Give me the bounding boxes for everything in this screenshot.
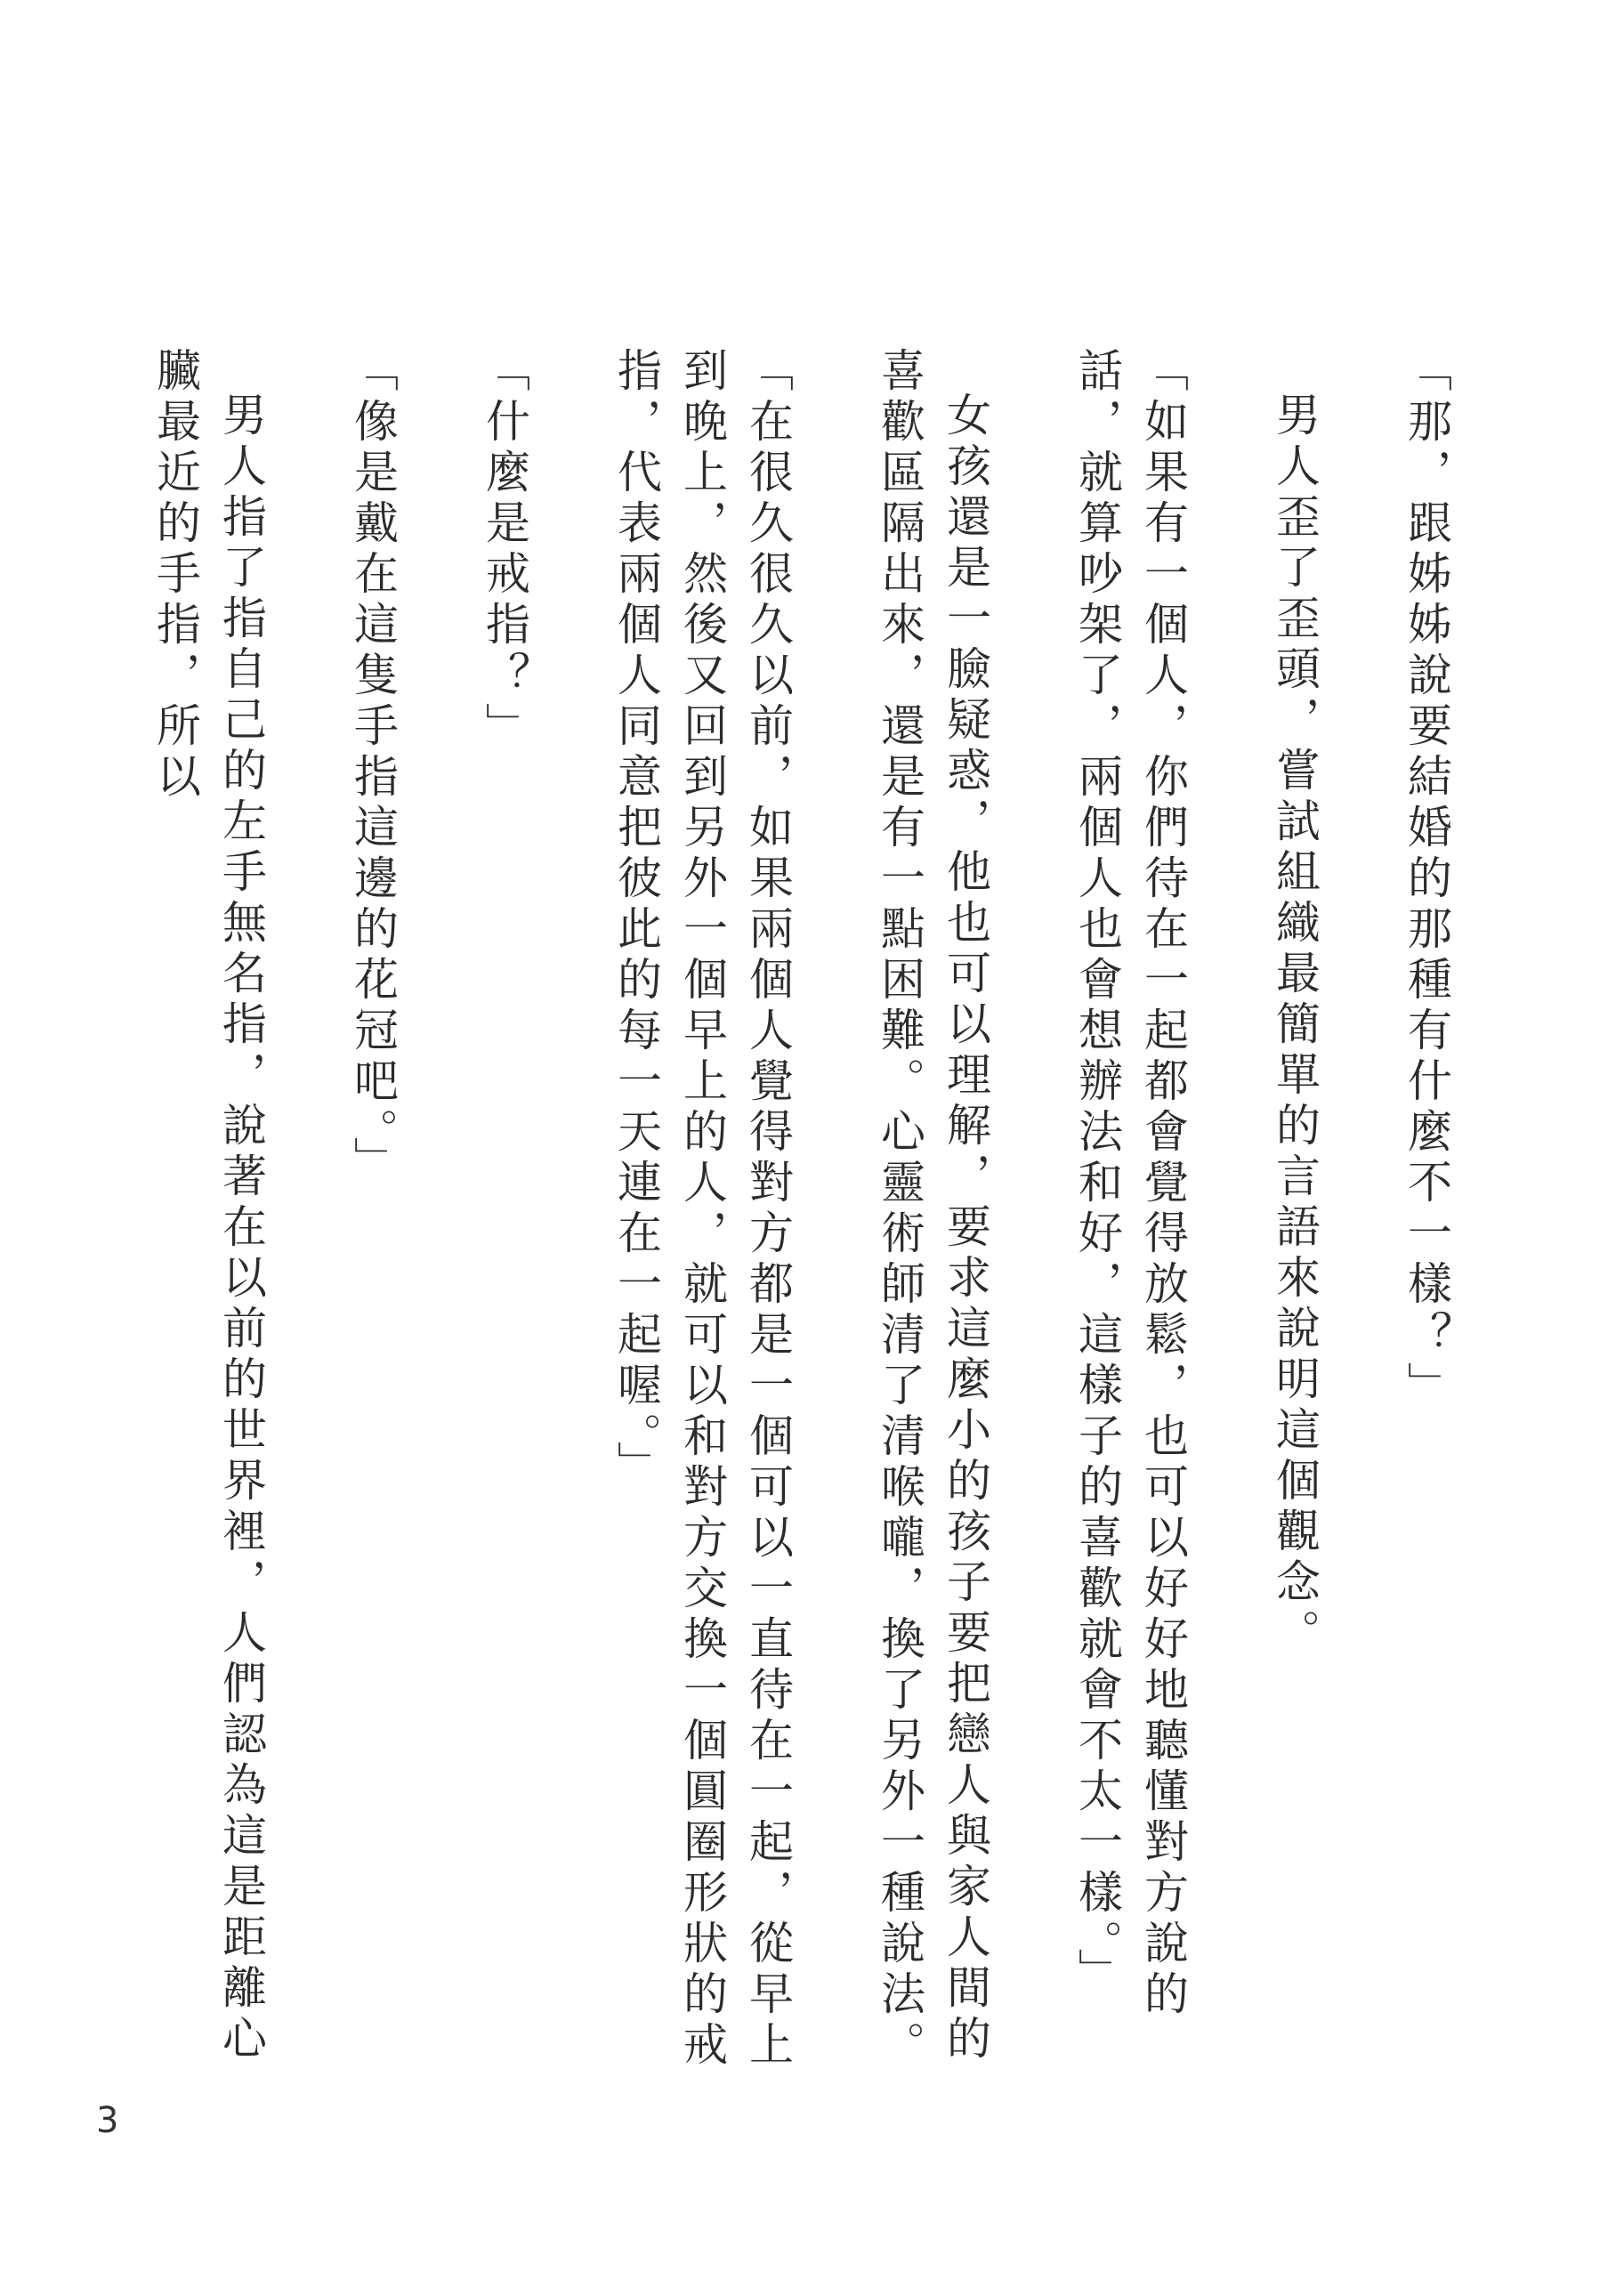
paragraph-if-someone: 「如果有一個人，你們待在一起都會覺得放鬆，也可以好好地聽懂對方說的話，就算吵架了，兩個人也會想辦法和好，這樣子的喜歡就會不太一樣。」 [1071,347,1189,2021]
paragraph-flower-crown: 「像是戴在這隻手指這邊的花冠吧。」 [347,347,399,1187]
page-number: 3 [96,2100,119,2141]
paragraph-long-ago: 「在很久很久以前，如果兩個人覺得對方都是一個可以一直待在一起，從早上到晚上，然後又回到另外一個早上的人，就可以和對方交換一個圓圈形狀的戒指，代表兩個人同意把彼此的每一天連在一起喔。」 [610,347,794,2072]
paragraph-what-is-ring: 「什麼是戒指？」 [479,347,530,753]
paragraph-girl-question: 「那，跟姊姊說要結婚的那種有什麼不一樣？」 [1401,347,1452,1412]
vertical-text-body [142,347,1459,2109]
paragraph-man-explains: 男人歪了歪頭，嘗試組織最簡單的言語來說明這個觀念。 [1269,392,1321,1660]
paragraph-girl-confused: 女孩還是一臉疑惑，他也可以理解，要求這麼小的孩子要把戀人與家人間的喜歡區隔出來，還是有一點困難。心靈術師清了清喉嚨，換了另外一種說法。 [874,347,991,2072]
paragraph-ring-finger: 男人指了指自己的左手無名指，說著在以前的世界裡，人們認為這是距離心臟最近的手指，所以 [149,347,267,2065]
